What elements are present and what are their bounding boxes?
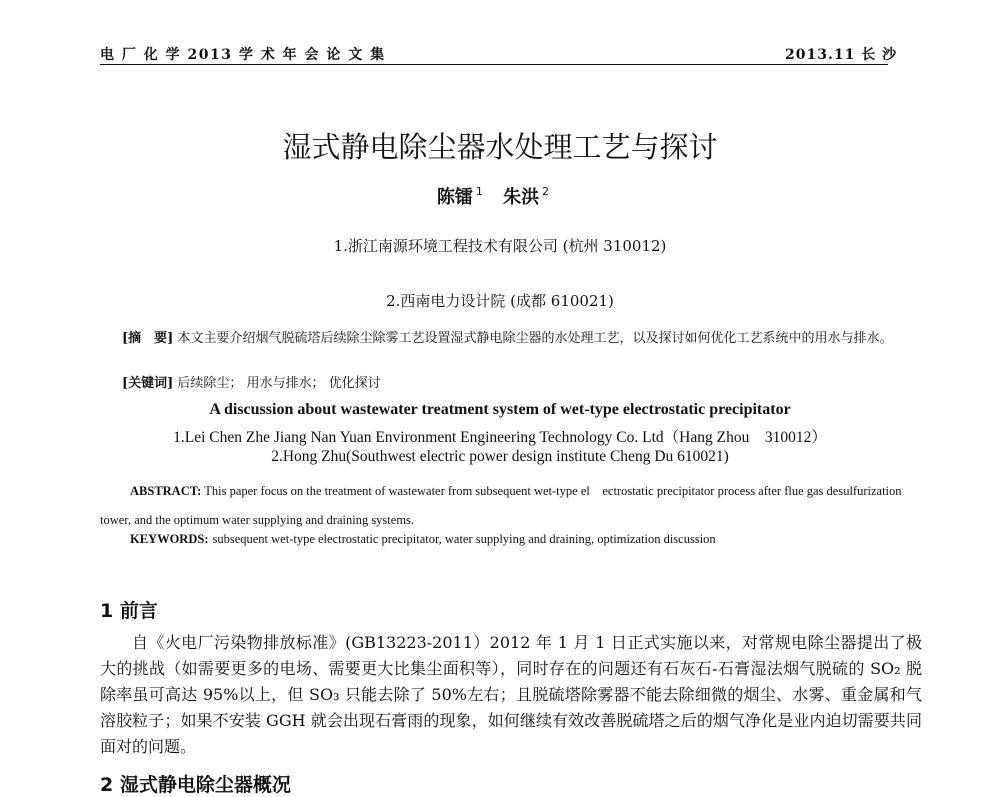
english-title: A discussion about wastewater treatment system of wet-type electrostatic precipitator [209,401,791,418]
abstract-cn [100,328,932,350]
affiliation-2: 2.西南电力设计院 (成都 610021) [386,292,614,310]
header-rule [100,64,888,65]
affiliation-1: 1.浙江南源环境工程技术有限公司 (杭州 310012) [333,237,667,255]
abstract-en-text: This paper focus on the treatment of wastewater from subsequent wet-type el ectrostatic precipitator process after flue gas desulfurization tower, and the optimum water supplying and draining systems. [100,484,902,527]
keywords-cn [122,372,381,391]
running-header-left: 电 厂 化 学 2013 学 术 年 会 论 文 集 [100,47,386,63]
section-1-heading: 1 前言 [100,600,158,622]
abstract-cn-label: [摘 要] [122,331,174,346]
keywords-en-text: subsequent wet-type electrostatic precipitator, water supplying and draining, optimization discussion [212,532,716,546]
author-affil-mark: 2 [542,185,550,198]
keywords-en [130,532,716,547]
author-name: 朱洪 [503,187,540,208]
section-1-paragraph: 自《火电厂污染物排放标准》(GB13223-2011）2012 年 1 月 1 日正式实施以来，对常规电除尘器提出了极大的挑战（如需要更多的电场、需要更大比集尘面积等），同时存在的问题还有石灰石-石膏湿法烟气脱硫的 SO₂ 脱除率虽可高达 95%以上，但 SO₃ 只能去除了 50%左右；且脱硫塔除雾器不能去除细微的烟尘、水雾、重金属和气溶胶粒子；如果不安装 GGH 就会出现石膏雨的现象，如何继续有效改善脱硫塔之后的烟气净化是业内迫切需要共同面对的问题。 [100,633,922,756]
section-2-heading: 2 湿式静电除尘器概况 [100,774,291,796]
keywords-en-label: KEYWORDS: [130,532,209,546]
english-affiliation-1: 1.Lei Chen Zhe Jiang Nan Yuan Environment Engineering Technology Co. Ltd（Hang Zhou 310012） [173,429,827,446]
author-name: 陈镭 [436,187,473,208]
author-affil-mark: 1 [475,185,483,198]
english-affiliation-2: 2.Hong Zhu(Southwest electric power design institute Cheng Du 610021) [271,448,729,465]
running-header-right: 2013.11 长 沙 [785,47,898,63]
paper-title: 湿式静电除尘器水处理工艺与探讨 [282,130,718,164]
abstract-cn-text: 本文主要介绍烟气脱硫塔后续除尘除雾工艺设置湿式静电除尘器的水处理工艺，以及探讨如何优化工艺系统中的用水与排水。 [177,331,893,346]
abstract-en-label: ABSTRACT: [130,484,202,498]
abstract-en [100,477,932,535]
section-1-body [100,630,922,760]
authors [0,183,1000,209]
keywords-cn-text: 后续除尘； 用水与排水； 优化探讨 [177,376,381,391]
keywords-cn-label: [关键词] [122,376,174,391]
